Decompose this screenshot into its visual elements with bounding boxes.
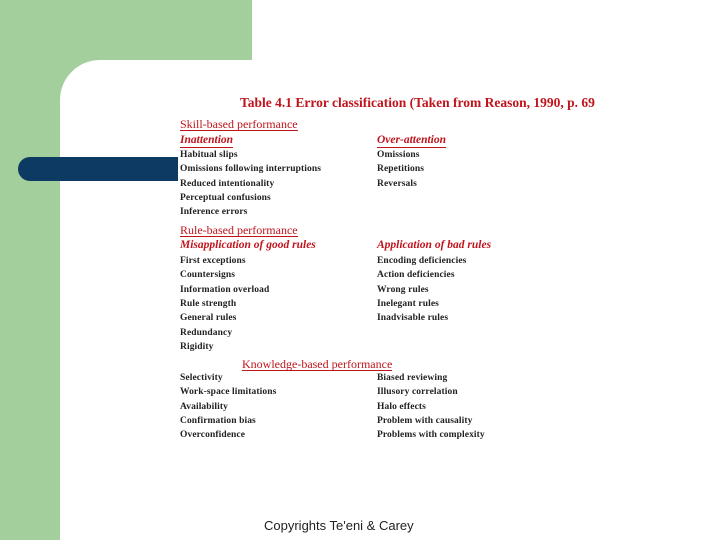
error-classification-table <box>178 94 600 444</box>
list-item: Perceptual confusions <box>180 193 271 203</box>
list-item: Information overload <box>180 285 270 295</box>
list-item: Encoding deficiencies <box>377 256 467 266</box>
list-item: Availability <box>180 402 228 412</box>
skill-left-heading: Inattention <box>180 134 234 146</box>
list-item: Action deficiencies <box>377 270 455 280</box>
list-item: Omissions following interruptions <box>180 164 322 174</box>
rule-heading: Rule-based performance <box>180 223 298 237</box>
list-item: Illusory correlation <box>377 387 458 397</box>
list-item: Overconfidence <box>180 430 246 440</box>
list-item: Habitual slips <box>180 150 238 160</box>
list-item: Redundancy <box>180 328 233 338</box>
list-item: Inelegant rules <box>377 299 439 309</box>
list-item: Reversals <box>377 179 417 189</box>
list-item: Problem with causality <box>377 416 473 426</box>
list-item: Rule strength <box>180 299 237 309</box>
table-title: Table 4.1 Error classification (Taken from Reason, 1990, p. 69 <box>240 95 595 110</box>
list-item: First exceptions <box>180 256 246 266</box>
rule-right-heading: Application of bad rules <box>377 239 492 251</box>
knowledge-heading: Knowledge-based performance <box>242 357 393 371</box>
skill-heading: Skill-based performance <box>180 117 298 131</box>
list-item: Halo effects <box>377 402 426 412</box>
list-item: Confirmation bias <box>180 416 256 426</box>
list-item: Repetitions <box>377 164 425 174</box>
list-item: Inadvisable rules <box>377 313 449 323</box>
list-item: Biased reviewing <box>377 373 448 383</box>
list-item: Wrong rules <box>377 285 429 295</box>
rule-left-heading: Misapplication of good rules <box>180 239 316 251</box>
skill-right-heading: Over-attention <box>377 134 446 146</box>
list-item: Reduced intentionality <box>180 179 275 189</box>
list-item: Selectivity <box>180 373 223 383</box>
list-item: Omissions <box>377 150 420 160</box>
list-item: Problems with complexity <box>377 430 485 440</box>
list-item: Countersigns <box>180 270 236 280</box>
list-item: Work-space limitations <box>180 387 277 397</box>
list-item: General rules <box>180 313 237 323</box>
copyright-footer: Copyrights Te'eni & Carey <box>264 518 414 533</box>
list-item: Rigidity <box>180 342 214 352</box>
list-item: Inference errors <box>180 207 248 217</box>
